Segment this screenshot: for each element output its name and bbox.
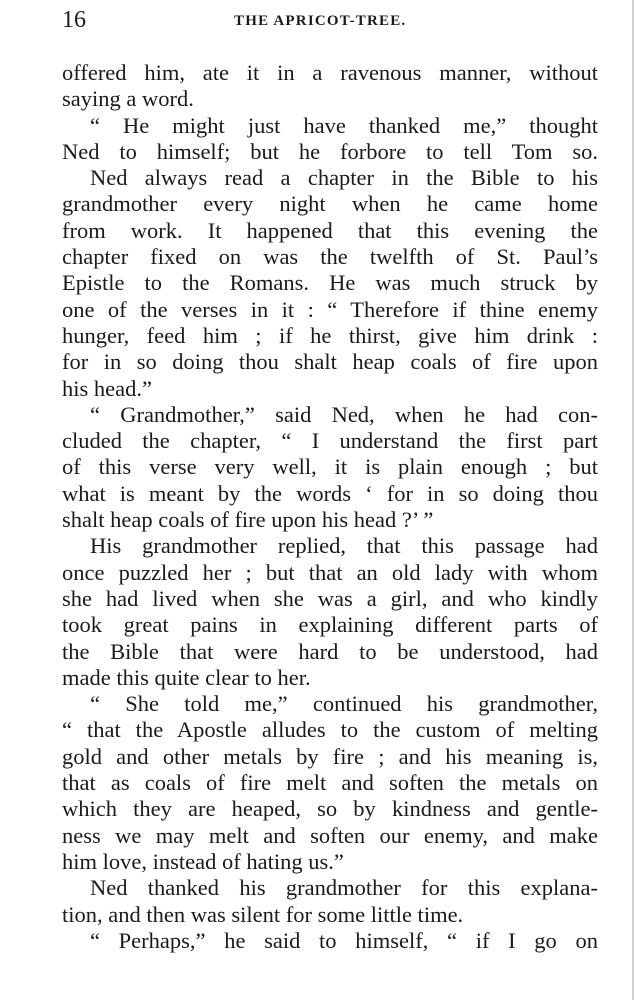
text-line: His grandmother replied, that this passage had bbox=[90, 533, 598, 559]
text-line: offered him, ate it in a ravenous manner, without bbox=[62, 60, 598, 85]
text-line: gold and other metals by fire ; and his meaning is, bbox=[62, 743, 598, 769]
text-line: hunger, feed him ; if he thirst, give him drink : bbox=[62, 322, 598, 348]
text-line: once puzzled her ; but that an old lady with whom bbox=[62, 559, 598, 585]
text-line: Ned to himself; but he forbore to tell Tom so. bbox=[62, 138, 598, 164]
text-line: him love, instead of hating us.” bbox=[62, 848, 344, 874]
text-line: what is meant by the words ‘ for in so doing thou bbox=[62, 480, 598, 506]
text-line: “ Perhaps,” he said to himself, “ if I go on bbox=[90, 927, 598, 953]
text-line: took great pains in explaining different parts of bbox=[62, 612, 598, 638]
text-line: Epistle to the Romans. He was much struck by bbox=[62, 270, 598, 296]
page-header bbox=[62, 6, 600, 34]
text-line: from work. It happened that this evening the bbox=[62, 217, 598, 243]
text-line: ness we may melt and soften our enemy, and make bbox=[62, 822, 598, 848]
text-line: shalt heap coals of fire upon his head ?’ ” bbox=[62, 507, 434, 533]
text-line: chapter fixed on was the twelfth of St. Paul’s bbox=[62, 244, 598, 270]
text-line: grandmother every night when he came home bbox=[62, 191, 598, 217]
text-line: of this verse very well, it is plain enough ; but bbox=[62, 454, 598, 480]
text-line: one of the verses in it : “ Therefore if thine enemy bbox=[62, 296, 598, 322]
text-line: cluded the chapter, “ I understand the first part bbox=[62, 428, 598, 454]
text-line: the Bible that were hard to be understood, had bbox=[62, 638, 598, 664]
text-line: tion, and then was silent for some little time. bbox=[62, 901, 464, 927]
text-line: “ Grandmother,” said Ned, when he had con- bbox=[90, 401, 598, 427]
text-line: saying a word. bbox=[62, 86, 194, 112]
text-line: which they are heaped, so by kindness and gentle- bbox=[62, 796, 598, 822]
text-line: made this quite clear to her. bbox=[62, 664, 311, 690]
running-head: THE APRICOT-TREE. bbox=[234, 13, 407, 29]
page-number: 16 bbox=[62, 7, 86, 33]
text-line: “ She told me,” continued his grandmother, bbox=[90, 691, 598, 717]
text-line: that as coals of fire melt and soften the metals on bbox=[62, 770, 598, 796]
text-line: “ He might just have thanked me,” thought bbox=[90, 112, 598, 138]
body-text bbox=[62, 60, 598, 954]
text-line: “ that the Apostle alludes to the custom of melting bbox=[62, 717, 598, 743]
text-line: Ned always read a chapter in the Bible to his bbox=[90, 165, 598, 191]
text-line: Ned thanked his grandmother for this explana- bbox=[90, 875, 598, 901]
text-line: his head.” bbox=[62, 375, 152, 401]
text-line: she had lived when she was a girl, and who kindly bbox=[62, 585, 598, 611]
text-line: for in so doing thou shalt heap coals of fire upon bbox=[62, 349, 598, 375]
